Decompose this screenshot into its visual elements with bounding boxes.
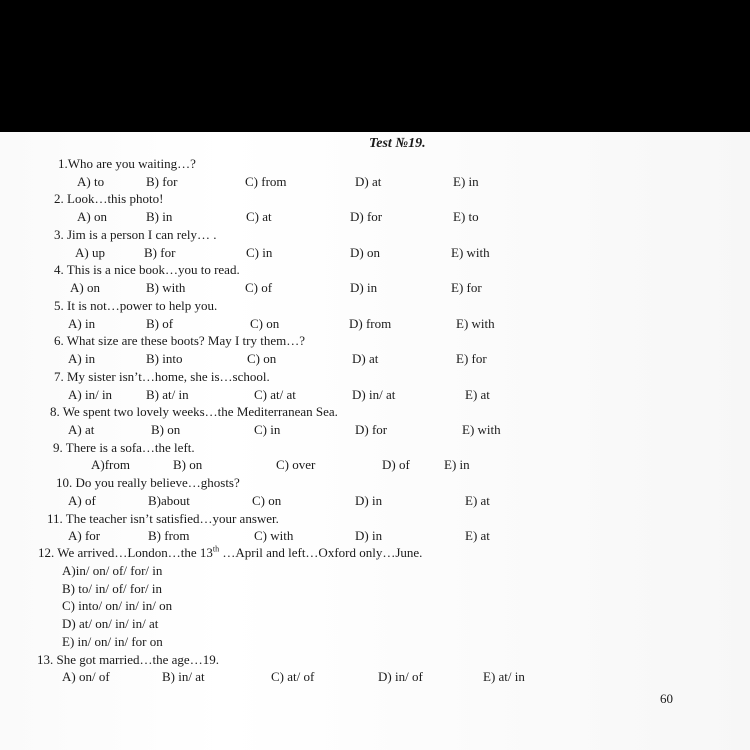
q7-option-b: B) at/ in [146,387,189,402]
q4-option-a: A) on [70,280,100,295]
question-2: 2. Look…this photo! [54,191,164,206]
q11-option-b: B) from [148,528,190,543]
q12-option-b: B) to/ in/ of/ for/ in [62,581,163,596]
q12-option-a: A)in/ on/ of/ for/ in [62,563,163,578]
question-12-text-end: …April and left…Oxford only…June. [219,545,423,560]
q5-option-a: A) in [68,316,96,331]
q2-option-c: C) at [246,209,272,224]
q3-option-a: A) up [75,245,105,260]
q7-option-c: C) at/ at [254,387,296,402]
q10-option-b: B)about [148,493,190,508]
q1-option-e: E) in [453,174,479,189]
q12-option-d: D) at/ on/ in/ in/ at [62,616,159,631]
q13-option-e: E) at/ in [483,669,525,684]
q5-option-e: E) with [456,316,495,331]
black-header-band [0,0,750,132]
question-4: 4. This is a nice book…you to read. [54,262,240,277]
q8-option-b: B) on [151,422,181,437]
q6-option-e: E) for [456,351,487,366]
q13-option-d: D) in/ of [378,669,423,684]
q10-option-e: E) at [465,493,490,508]
q13-option-c: C) at/ of [271,669,315,684]
q13-option-b: B) in/ at [162,669,205,684]
q6-option-a: A) in [68,351,96,366]
q11-option-a: A) for [68,528,101,543]
q5-option-d: D) from [349,316,392,331]
q8-option-d: D) for [355,422,388,437]
q10-option-c: C) on [252,493,282,508]
q10-option-d: D) in [355,493,383,508]
q1-option-b: B) for [146,174,178,189]
q12-option-e: E) in/ on/ in/ for on [62,634,163,649]
q12-option-c: C) into/ on/ in/ in/ on [62,598,173,613]
q2-option-d: D) for [350,209,383,224]
q11-option-d: D) in [355,528,383,543]
q1-option-a: A) to [77,174,105,189]
page-number: 60 [660,691,673,706]
q3-option-b: B) for [144,245,176,260]
q13-option-a: A) on/ of [62,669,110,684]
question-10: 10. Do you really believe…ghosts? [56,475,240,490]
q5-option-c: C) on [250,316,280,331]
q8-option-a: A) at [68,422,95,437]
q4-option-b: B) with [146,280,186,295]
q2-option-e: E) to [453,209,479,224]
question-3: 3. Jim is a person I can rely… . [54,227,217,242]
question-12-text-start: 12. We arrived…London…the 13 [38,545,213,560]
q6-option-d: D) at [352,351,379,366]
test-title: Test №19. [369,136,426,151]
q2-option-b: B) in [146,209,173,224]
question-11: 11. The teacher isn’t satisfied…your answer. [47,511,279,526]
q7-option-d: D) in/ at [352,387,396,402]
q9-option-a: A)from [91,457,130,472]
question-1: 1.Who are you waiting…? [58,156,196,171]
q3-option-d: D) on [350,245,380,260]
q5-option-b: B) of [146,316,174,331]
q7-option-e: E) at [465,387,490,402]
q4-option-e: E) for [451,280,482,295]
question-12 [38,545,422,560]
question-7: 7. My sister isn’t…home, she is…school. [54,369,270,384]
q3-option-e: E) with [451,245,490,260]
q6-option-c: C) on [247,351,277,366]
worksheet-page [0,132,750,750]
q1-option-c: C) from [245,174,287,189]
q2-option-a: A) on [77,209,107,224]
q9-option-e: E) in [444,457,470,472]
q10-option-a: A) of [68,493,96,508]
question-13: 13. She got married…the age…19. [37,652,219,667]
q3-option-c: C) in [246,245,273,260]
q6-option-b: B) into [146,351,183,366]
question-9: 9. There is a sofa…the left. [53,440,195,455]
question-5: 5. It is not…power to help you. [54,298,218,313]
q11-option-e: E) at [465,528,490,543]
question-8: 8. We spent two lovely weeks…the Mediterranean Sea. [50,404,338,419]
q9-option-d: D) of [382,457,410,472]
q8-option-e: E) with [462,422,501,437]
question-6: 6. What size are these boots? May I try them…? [54,333,306,348]
q4-option-c: C) of [245,280,273,295]
q9-option-b: B) on [173,457,203,472]
q4-option-d: D) in [350,280,378,295]
q8-option-c: C) in [254,422,281,437]
question-12-superscript: th [212,544,220,554]
q7-option-a: A) in/ in [68,387,113,402]
q1-option-d: D) at [355,174,382,189]
q11-option-c: C) with [254,528,294,543]
q9-option-c: C) over [276,457,316,472]
